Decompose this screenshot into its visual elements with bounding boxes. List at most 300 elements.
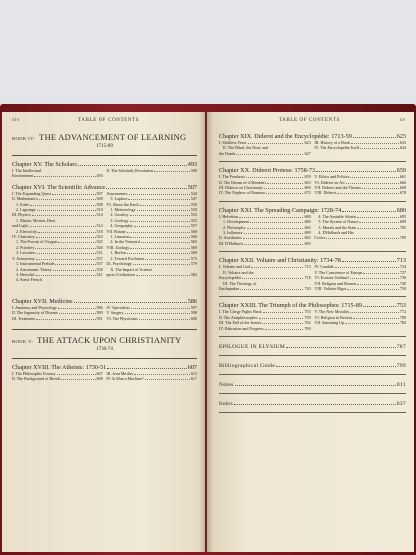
section-column xyxy=(106,191,197,283)
section-page: 769 xyxy=(304,325,311,331)
section-title: EPILOGUE IN ELYSIUM xyxy=(219,343,286,350)
chapter-title-row xyxy=(12,298,197,305)
section-column xyxy=(106,168,197,179)
section-page: 525 xyxy=(96,239,103,245)
dot-leader xyxy=(39,199,96,200)
section-entry xyxy=(314,190,406,195)
section-title: I. Helvétius xyxy=(219,213,239,219)
dot-leader xyxy=(36,259,96,260)
left-page xyxy=(2,112,205,552)
section-page: 759 xyxy=(304,314,311,320)
section-page: 560 xyxy=(190,234,197,240)
dot-leader xyxy=(130,237,189,238)
dot-leader xyxy=(262,323,303,324)
section-entry xyxy=(219,326,311,331)
section-title: I. The Pornbrist xyxy=(219,174,245,180)
section-title: 3. Lavoisier xyxy=(16,250,36,256)
section-page: 608 xyxy=(96,376,103,382)
running-head-text: TABLE OF CONTENTS xyxy=(278,118,340,123)
section-title: V. The Conscience of Europe xyxy=(314,269,363,275)
section-page: 695 xyxy=(304,240,311,246)
section-title: I. Anatomy and Physiology xyxy=(12,304,57,310)
section-title: III. Jean Meslier xyxy=(106,370,134,376)
section-page: 531 xyxy=(96,250,103,256)
dot-leader xyxy=(127,232,190,233)
section-column xyxy=(219,214,311,246)
section-page: 663 xyxy=(304,179,311,185)
section-page: 538 xyxy=(96,266,103,272)
dot-leader xyxy=(239,217,303,218)
dot-leader xyxy=(55,264,95,265)
section-title: 3. Morals and the State xyxy=(318,224,357,230)
chapter-title: Chapter XXI. The Spreading Campaign: 1728-74 xyxy=(219,206,342,214)
chapter-title-row xyxy=(219,207,406,214)
chapter-title: Chapter XV. The Scholars xyxy=(12,161,77,168)
dot-leader xyxy=(37,210,96,211)
divider xyxy=(219,336,406,337)
left-running-head xyxy=(12,118,197,123)
chapter-xvi xyxy=(12,184,197,283)
dot-leader xyxy=(36,319,96,320)
section-page: 526 xyxy=(96,244,103,250)
section-page: 591 xyxy=(96,315,103,321)
section-page: 644 xyxy=(399,145,406,151)
dot-leader xyxy=(342,211,395,212)
section-title: 2. Philosophy xyxy=(223,224,246,230)
section-page: 724 xyxy=(399,264,406,270)
chapter-title-row xyxy=(219,302,406,309)
section-title: Critics xyxy=(314,235,326,241)
section-title: III. Physics xyxy=(12,212,31,218)
section-column xyxy=(219,174,311,196)
section-title: IV. Education and Progress xyxy=(219,325,264,331)
section-column xyxy=(12,168,103,179)
section-column xyxy=(106,305,197,321)
section-title: 3. Geology xyxy=(110,217,129,223)
dot-leader xyxy=(359,222,398,223)
section-title: II. The Blind, the Deaf, and xyxy=(223,145,269,151)
section-title: V. Ethics and Politics xyxy=(314,174,350,180)
section-entry xyxy=(12,376,103,381)
dot-leader xyxy=(52,194,95,195)
dot-leader xyxy=(134,374,190,375)
section-title: VI. Religion in Retreat xyxy=(314,314,352,320)
section-page: 560 xyxy=(190,228,197,234)
section-page: 547 xyxy=(190,196,197,202)
dot-leader xyxy=(264,188,303,189)
section-title: VI. Ecrasez l'infâme! xyxy=(314,275,350,281)
section-title: 3. Herschel xyxy=(16,271,35,277)
dot-leader xyxy=(347,289,398,290)
dot-leader xyxy=(129,194,190,195)
dot-leader xyxy=(30,205,96,206)
dot-leader xyxy=(130,215,190,216)
section-page: 565 xyxy=(190,239,197,245)
dot-leader xyxy=(133,264,190,265)
dot-leader xyxy=(350,312,399,313)
section-title: 4. Geography xyxy=(110,223,133,229)
divider xyxy=(219,251,406,252)
section-page: 569 xyxy=(190,244,197,250)
section-title: 2. Geodesy xyxy=(110,212,129,218)
section-title: X. The Impact of Science xyxy=(110,266,153,272)
chapter-sections xyxy=(12,371,197,382)
chapter-title-row xyxy=(219,167,406,174)
section-page: 713 xyxy=(304,264,311,270)
section-page: 600 xyxy=(190,315,197,321)
dot-leader xyxy=(246,177,304,178)
section-title: II. The Background of Revolt xyxy=(12,376,61,382)
section-title: 4. Some French xyxy=(16,277,42,283)
dot-leader xyxy=(250,222,303,223)
section-title: upon Civilization xyxy=(106,271,135,277)
divider xyxy=(219,393,406,394)
section-title: 1. Instrumental Prelude xyxy=(16,261,55,267)
section-title: IV. Specialists xyxy=(106,304,130,310)
section-column xyxy=(314,140,406,156)
dot-leader xyxy=(145,379,190,380)
section-title: I. Voltaire and God xyxy=(219,264,251,270)
section-page: 508 xyxy=(96,201,103,207)
index-entry xyxy=(219,401,406,407)
section-page: 787 xyxy=(396,343,406,350)
dot-leader xyxy=(247,228,304,229)
section-column xyxy=(219,309,311,331)
page-number: xiv xyxy=(12,118,21,123)
section-title: VI. The Physicians xyxy=(106,315,138,321)
section-column xyxy=(106,371,197,382)
section-title: VII. Summing Up xyxy=(314,320,345,326)
section-page: 579 xyxy=(190,261,197,267)
book-years: 1715-89 xyxy=(96,144,113,149)
dot-leader xyxy=(78,165,187,166)
dot-leader xyxy=(59,313,96,314)
section-page: 633 xyxy=(399,140,406,145)
divider xyxy=(219,161,406,162)
dot-leader xyxy=(136,275,190,276)
section-title: I. The Philosophic Ecstasy xyxy=(12,370,56,376)
section-title: III. Treatment xyxy=(12,315,35,321)
section-page: 537 xyxy=(96,255,103,261)
dot-leader xyxy=(107,368,186,369)
section-entry xyxy=(219,151,311,156)
section-entry xyxy=(106,168,197,173)
section-column xyxy=(12,305,103,321)
section-page: 575 xyxy=(190,255,197,261)
dot-leader xyxy=(36,237,96,238)
chapter-title: Chapter XX. Diderot Proteus: 1758-73 xyxy=(219,167,316,175)
dot-leader xyxy=(130,248,190,249)
section-page: 736 xyxy=(399,275,406,281)
dot-leader xyxy=(58,308,96,309)
dot-leader xyxy=(137,210,190,211)
section-page: 589 xyxy=(96,310,103,316)
section-page: 508 xyxy=(96,196,103,202)
section-title: 1. Euler xyxy=(16,201,29,207)
section-page: 544 xyxy=(190,190,197,196)
section-title: Bibliographical Guide xyxy=(219,362,276,369)
section-page: 617 xyxy=(190,376,197,382)
dot-leader xyxy=(346,183,399,184)
section-entry xyxy=(314,235,406,240)
chapter-page: 659 xyxy=(396,167,406,175)
dot-leader xyxy=(145,259,190,260)
section-title: 1. Matter, Motion, Heat, xyxy=(16,217,56,223)
section-page: 799 xyxy=(396,362,406,369)
chapter-title: Chapter XVI. The Scientific Advance xyxy=(12,183,106,191)
section-column xyxy=(12,371,103,382)
chapter-title: Chapter XVIII. The Atheists: 1730-51 xyxy=(12,363,107,371)
section-page: 666 xyxy=(399,179,406,185)
dot-leader xyxy=(350,278,399,279)
chapter-sections xyxy=(219,140,406,156)
book-label: BOOK IV: xyxy=(12,136,36,141)
section-page: 598 xyxy=(190,310,197,316)
section-title: V. The New Morality xyxy=(314,309,350,315)
section-title: II. The Dream of d'Alembert xyxy=(219,179,266,185)
section-title: III. D'Holbach xyxy=(219,240,243,246)
section-title: and Light xyxy=(12,223,28,229)
dot-leader xyxy=(58,242,95,243)
section-page: 740 xyxy=(399,280,406,286)
section-column xyxy=(314,309,406,331)
running-head-text: TABLE OF CONTENTS xyxy=(78,118,140,123)
section-title: 1. Meteorology xyxy=(110,207,136,213)
right-page xyxy=(207,112,414,552)
dot-leader xyxy=(243,238,304,239)
dot-leader xyxy=(29,226,96,227)
section-title: I. The Clergy Fights Back xyxy=(219,309,262,315)
chapter-xxiii xyxy=(219,302,406,331)
section-title: 5. Laplace xyxy=(110,196,128,202)
section-title: VIII. Diderot xyxy=(314,190,336,196)
dot-leader xyxy=(244,233,304,234)
section-column xyxy=(314,264,406,291)
section-title: II. Voltaire and the xyxy=(223,269,254,275)
section-page: 553 xyxy=(190,217,197,223)
dot-leader xyxy=(251,267,303,268)
section-page: 493 xyxy=(96,173,103,179)
section-column xyxy=(219,264,311,291)
section-page: 541 xyxy=(96,271,103,277)
section-page: 692 xyxy=(304,235,311,241)
epilogue-entry xyxy=(219,344,406,350)
dot-leader xyxy=(265,329,304,330)
chapter-page: 586 xyxy=(187,297,197,305)
chapter-title: Chapter XXIII. The Triumph of the Philosophes: 1715-89 xyxy=(219,302,362,310)
dot-leader xyxy=(141,242,190,243)
section-title: II. The Ingenuity of Disease xyxy=(12,310,58,316)
section-page: 780 xyxy=(399,314,406,320)
dot-leader xyxy=(128,199,189,200)
dot-leader xyxy=(61,379,95,380)
dot-leader xyxy=(266,193,304,194)
section-page: 607 xyxy=(96,370,103,376)
dot-leader xyxy=(131,308,190,309)
chapter-sections xyxy=(12,191,197,283)
section-title: Index xyxy=(219,400,234,407)
section-title: I. The Intellectual xyxy=(12,168,42,173)
dot-leader xyxy=(139,319,190,320)
section-page: 709 xyxy=(399,235,406,241)
section-page: 524 xyxy=(96,234,103,240)
divider xyxy=(12,155,197,156)
dot-leader xyxy=(353,137,396,138)
section-page: 507 xyxy=(96,190,103,196)
section-entry xyxy=(106,376,197,381)
divider xyxy=(219,374,406,375)
chapter-xviii xyxy=(12,364,197,382)
book-gutter xyxy=(199,112,213,552)
section-entry xyxy=(314,320,406,325)
dot-leader xyxy=(351,143,399,144)
section-title: V. Surgery xyxy=(106,310,124,316)
section-title: IV. Is Man a Machine? xyxy=(106,376,144,382)
dot-leader xyxy=(242,278,303,279)
dot-leader xyxy=(316,171,396,172)
section-title: IV. The Nephew of Rameau xyxy=(219,190,265,196)
chapter-xix xyxy=(219,133,406,156)
section-page: 669 xyxy=(304,185,311,191)
section-column xyxy=(314,214,406,246)
section-page: 784 xyxy=(399,320,406,326)
dot-leader xyxy=(130,221,190,222)
chapter-page: 623 xyxy=(396,133,406,140)
notes-entry xyxy=(219,382,406,388)
chapter-title-row xyxy=(12,184,197,191)
section-page: 582 xyxy=(190,271,197,277)
section-title: VIII. Zoology xyxy=(106,244,130,250)
section-page: 613 xyxy=(190,370,197,376)
section-title: VII. Botany xyxy=(106,228,126,234)
section-entry xyxy=(219,241,311,246)
dot-leader xyxy=(357,217,399,218)
section-page: 550 xyxy=(190,207,197,213)
section-title: IV. The Encyclopédie Itself xyxy=(314,145,360,151)
chapter-page: 753 xyxy=(396,302,406,310)
dot-leader xyxy=(342,261,396,262)
divider xyxy=(219,355,406,356)
section-title: VI. About the Earth xyxy=(106,201,139,207)
chapter-title-row xyxy=(12,364,197,371)
section-title: 2. Lagrange xyxy=(16,207,36,213)
chapter-title-row xyxy=(219,133,406,140)
bibliography-entry xyxy=(219,363,406,369)
section-title: II. The Antiphilosophes xyxy=(219,314,258,320)
section-column xyxy=(219,140,311,156)
dot-leader xyxy=(140,205,190,206)
section-page: 720 xyxy=(304,285,311,291)
section-page: 627 xyxy=(304,150,311,156)
chapter-page: 713 xyxy=(396,257,406,265)
chapter-title: Chapter XIX. Diderot and the Encyclopédie: 1713-59 xyxy=(219,133,352,140)
section-title: 1. Linnaeus xyxy=(110,234,130,240)
chapter-page: 507 xyxy=(187,183,197,191)
section-page: 695 xyxy=(399,213,406,219)
book-years: 1730-74 xyxy=(96,346,113,352)
section-title: IX. Psychology xyxy=(106,261,132,267)
dot-leader xyxy=(360,148,399,149)
section-title: 2. Toward Evolution xyxy=(110,255,144,261)
section-title: V. Astronomy xyxy=(12,255,35,261)
dot-leader xyxy=(134,226,190,227)
section-page: 672 xyxy=(304,190,311,196)
section-page: 689 xyxy=(304,230,311,236)
section-title: 2. Electricity xyxy=(16,228,38,234)
chapter-title: Chapter XXII. Voltaire and Christianity: 1734-78 xyxy=(219,257,341,265)
chapter-sections xyxy=(12,168,197,179)
book5-heading xyxy=(12,336,197,345)
dot-leader xyxy=(37,253,96,254)
section-page: 623 xyxy=(304,140,311,145)
chapter-page: 607 xyxy=(187,363,197,371)
section-title: 1. Buffon xyxy=(110,250,126,256)
section-page: 550 xyxy=(190,201,197,207)
section-page: 762 xyxy=(304,320,311,326)
section-title: 4. The Amiable Atheist xyxy=(318,213,357,219)
book-title: THE ADVANCEMENT OF LEARNING xyxy=(39,133,187,142)
divider xyxy=(12,329,197,330)
dot-leader xyxy=(267,183,304,184)
section-title: 3. Influence xyxy=(223,230,243,236)
section-title: Earthquakes xyxy=(219,285,240,291)
section-title: IV. Chemistry xyxy=(12,234,35,240)
section-page: 537 xyxy=(96,261,103,267)
section-page: 500 xyxy=(190,168,197,173)
chapter-sections xyxy=(219,214,406,246)
dot-leader xyxy=(244,244,304,245)
page-number: xv xyxy=(399,118,406,123)
chapter-sections xyxy=(219,174,406,196)
section-page: 753 xyxy=(304,309,311,315)
dot-leader xyxy=(127,253,190,254)
section-title: II. Auxiliaries xyxy=(219,235,242,241)
section-page: 552 xyxy=(190,212,197,218)
section-title: 5. The System of Nature xyxy=(318,219,359,225)
section-column xyxy=(314,174,406,196)
dot-leader xyxy=(53,270,96,271)
section-page: 510 xyxy=(96,207,103,213)
dot-leader xyxy=(240,289,303,290)
section-page: 699 xyxy=(399,219,406,225)
dot-leader xyxy=(154,171,190,172)
book-label: BOOK V: xyxy=(12,338,34,344)
section-column xyxy=(12,191,103,283)
chapter-title-row xyxy=(12,161,197,168)
section-entry xyxy=(219,286,311,291)
section-page: 750 xyxy=(399,285,406,291)
chapter-sections xyxy=(219,309,406,331)
section-title: 2. In the Vineyard xyxy=(110,239,140,245)
section-page: 569 xyxy=(190,250,197,256)
section-page: 514 xyxy=(96,223,103,229)
section-page: 680 xyxy=(304,219,311,225)
section-title: I. The Expanding Quest xyxy=(12,190,52,196)
section-title: Environment xyxy=(12,173,34,179)
dot-leader xyxy=(357,284,399,285)
chapter-sections xyxy=(12,305,197,321)
dot-leader xyxy=(363,273,399,274)
section-page: 718 xyxy=(304,275,311,281)
section-page: 682 xyxy=(304,224,311,230)
chapter-page: 493 xyxy=(187,161,197,168)
section-entry xyxy=(12,173,103,178)
dot-leader xyxy=(345,323,399,324)
chapter-xx xyxy=(219,167,406,196)
dot-leader xyxy=(326,238,399,239)
section-page: 837 xyxy=(396,400,406,407)
section-title: VII. Diderot and the Theater xyxy=(314,185,362,191)
